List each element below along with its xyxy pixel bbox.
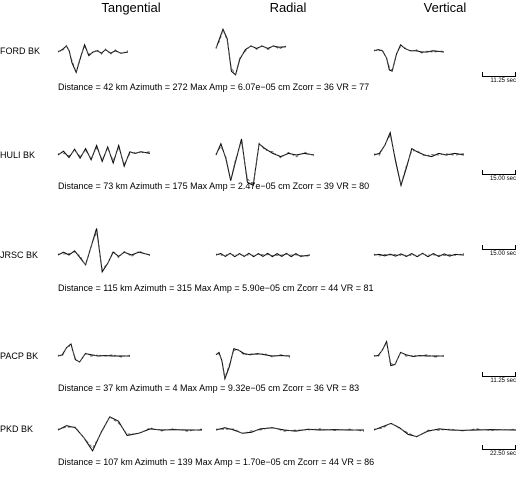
time-scale-bar — [482, 170, 516, 175]
time-scale — [482, 170, 516, 182]
observed-trace-vertical — [374, 45, 444, 71]
station-meta: Distance = 73 km Azimuth = 175 Max Amp = 2.47e−05 cm Zcorr = 39 VR = 80 — [58, 181, 370, 191]
station-label: FORD BK — [0, 46, 41, 56]
synthetic-trace-vertical — [374, 343, 444, 364]
station-label: HULI BK — [0, 150, 36, 160]
station-label: PACP BK — [0, 351, 39, 361]
station-label: PKD BK — [0, 424, 34, 434]
time-scale-bar — [482, 445, 516, 450]
time-scale-label: 11.25 sec — [490, 78, 516, 84]
synthetic-trace-tangential — [58, 148, 150, 165]
observed-trace-vertical — [374, 342, 444, 366]
column-header-tangential: Tangential — [101, 0, 161, 15]
observed-trace-radial — [216, 29, 286, 75]
observed-trace-tangential — [58, 45, 128, 73]
synthetic-trace-tangential — [58, 45, 128, 72]
column-header-radial: Radial — [269, 0, 307, 15]
time-scale — [482, 72, 516, 84]
station-meta: Distance = 115 km Azimuth = 315 Max Amp = 5.90e−05 cm Zcorr = 44 VR = 81 — [58, 283, 374, 293]
observed-trace-radial — [216, 349, 290, 379]
time-scale-label: 11.25 sec — [490, 378, 516, 384]
time-scale-bar — [482, 245, 516, 250]
station-meta: Distance = 42 km Azimuth = 272 Max Amp = 6.07e−05 cm Zcorr = 36 VR = 77 — [58, 82, 370, 92]
column-header-vertical: Vertical — [423, 0, 467, 15]
synthetic-trace-tangential — [58, 346, 130, 363]
time-scale-label: 15.00 sec — [489, 176, 516, 182]
synthetic-trace-vertical — [374, 135, 464, 184]
time-scale-bar — [482, 72, 516, 77]
time-scale-label: 22.50 sec — [489, 451, 516, 457]
time-scale — [482, 372, 516, 384]
observed-trace-vertical — [374, 423, 516, 436]
time-scale — [482, 245, 516, 257]
synthetic-trace-tangential — [58, 232, 150, 269]
time-scale — [482, 445, 516, 457]
time-scale-bar — [482, 372, 516, 377]
station-meta: Distance = 107 km Azimuth = 139 Max Amp = 1.70e−05 cm Zcorr = 44 VR = 86 — [58, 457, 375, 467]
synthetic-trace-radial — [216, 427, 364, 433]
time-scale-label: 15.00 sec — [489, 251, 516, 257]
station-label: JRSC BK — [0, 250, 39, 260]
observed-trace-tangential — [58, 228, 150, 271]
synthetic-trace-vertical — [374, 47, 444, 71]
station-meta: Distance = 37 km Azimuth = 4 Max Amp = 9.32e−05 cm Zcorr = 36 VR = 83 — [58, 383, 360, 393]
